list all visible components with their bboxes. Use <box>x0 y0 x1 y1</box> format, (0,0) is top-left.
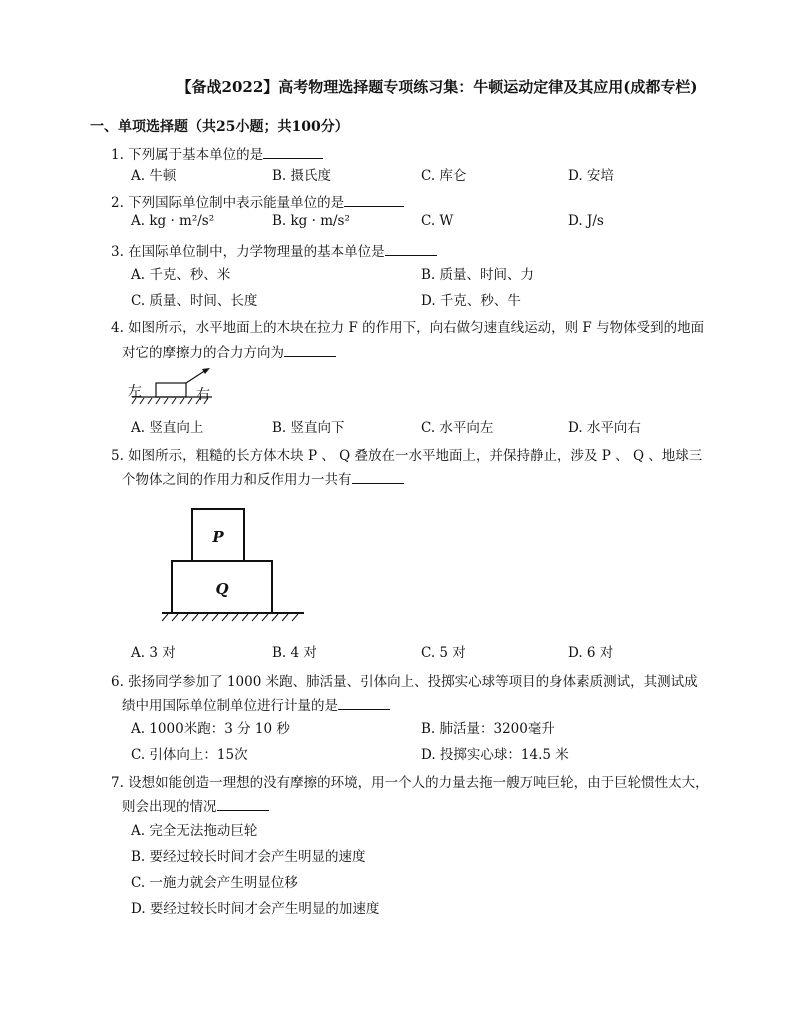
section-heading: 一、单项选择题（共25小题；共100分） <box>90 119 349 135</box>
figure-label-left: 左 <box>128 384 142 400</box>
q1-option-c[interactable]: C. 库仑 <box>421 168 467 184</box>
question-7-stem-line1: 7. 设想如能创造一理想的没有摩擦的环境，用一个人的力量去拖一艘万吨巨轮，由于巨轮惯性太大， <box>111 775 709 791</box>
q7-option-b[interactable]: B. 要经过较长时间才会产生明显的速度 <box>131 849 366 865</box>
page-title: 【备战2022】高考物理选择题专项练习集：牛顿运动定律及其应用(成都专栏) <box>176 78 698 96</box>
q4-option-c[interactable]: C. 水平向左 <box>421 420 494 436</box>
question-4-stem-line1: 4. 如图所示，水平地面上的木块在拉力 F 的作用下，向右做匀速直线运动，则 F 与物体受到的地面 <box>111 320 705 336</box>
q4-option-d[interactable]: D. 水平向右 <box>568 420 641 436</box>
question-5-figure <box>160 505 306 630</box>
figure-label-right: 右 <box>196 387 210 403</box>
question-5-stem-line2: 个物体之间的作用力和反作用力一共有 <box>122 468 404 488</box>
question-4-stem-line2: 对它的摩擦力的合力方向为 <box>122 341 336 361</box>
q1-option-a[interactable]: A. 牛顿 <box>131 168 177 184</box>
block-p-label: P <box>212 528 224 546</box>
q5-option-d[interactable]: D. 6 对 <box>568 645 614 661</box>
question-3-stem: 3. 在国际单位制中，力学物理量的基本单位是 <box>111 240 437 260</box>
q1-option-b[interactable]: B. 摄氏度 <box>272 168 332 184</box>
question-1-stem: 1. 下列属于基本单位的是 <box>111 143 323 163</box>
q5-option-a[interactable]: A. 3 对 <box>131 645 176 661</box>
q3-option-a[interactable]: A. 千克、秒、米 <box>131 267 231 283</box>
q3-option-c[interactable]: C. 质量、时间、长度 <box>131 293 258 309</box>
q7-option-a[interactable]: A. 完全无法拖动巨轮 <box>131 823 258 839</box>
q3-option-b[interactable]: B. 质量、时间、力 <box>421 267 535 283</box>
question-6-stem-line1: 6. 张扬同学参加了 1000 米跑、肺活量、引体向上、投掷实心球等项目的身体素质测试，其测试成 <box>111 674 698 690</box>
q4-option-a[interactable]: A. 竖直向上 <box>131 420 204 436</box>
q6-option-b[interactable]: B. 肺活量：3200毫升 <box>421 721 555 737</box>
q5-option-c[interactable]: C. 5 对 <box>421 645 466 661</box>
q2-option-b[interactable]: B. kg · m/s² <box>272 213 350 229</box>
q2-option-d[interactable]: D. J/s <box>568 213 604 229</box>
q6-option-c[interactable]: C. 引体向上：15次 <box>131 747 248 763</box>
block-q-label: Q <box>215 580 229 598</box>
question-2-stem: 2. 下列国际单位制中表示能量单位的是 <box>111 191 404 211</box>
question-6-stem-line2: 绩中用国际单位制单位进行计量的是 <box>122 694 390 714</box>
q7-option-d[interactable]: D. 要经过较长时间才会产生明显的加速度 <box>131 901 380 917</box>
q4-option-b[interactable]: B. 竖直向下 <box>272 420 345 436</box>
q6-option-d[interactable]: D. 投掷实心球：14.5 米 <box>421 747 569 763</box>
q3-option-d[interactable]: D. 千克、秒、牛 <box>421 293 521 309</box>
q1-option-d[interactable]: D. 安培 <box>568 168 614 184</box>
q2-option-a[interactable]: A. kg · m²/s² <box>131 213 215 229</box>
q5-option-b[interactable]: B. 4 对 <box>272 645 317 661</box>
q6-option-a[interactable]: A. 1000米跑：3 分 10 秒 <box>131 721 290 737</box>
question-4-figure <box>126 366 218 408</box>
q7-option-c[interactable]: C. 一施力就会产生明显位移 <box>131 875 298 891</box>
question-7-stem-line2: 则会出现的情况 <box>122 795 269 815</box>
q2-option-c[interactable]: C. W <box>421 213 454 229</box>
question-5-stem-line1: 5. 如图所示，粗糙的长方体木块 P 、 Q 叠放在一水平地面上，并保持静止，涉及 P 、 Q 、地球三 <box>111 448 703 464</box>
